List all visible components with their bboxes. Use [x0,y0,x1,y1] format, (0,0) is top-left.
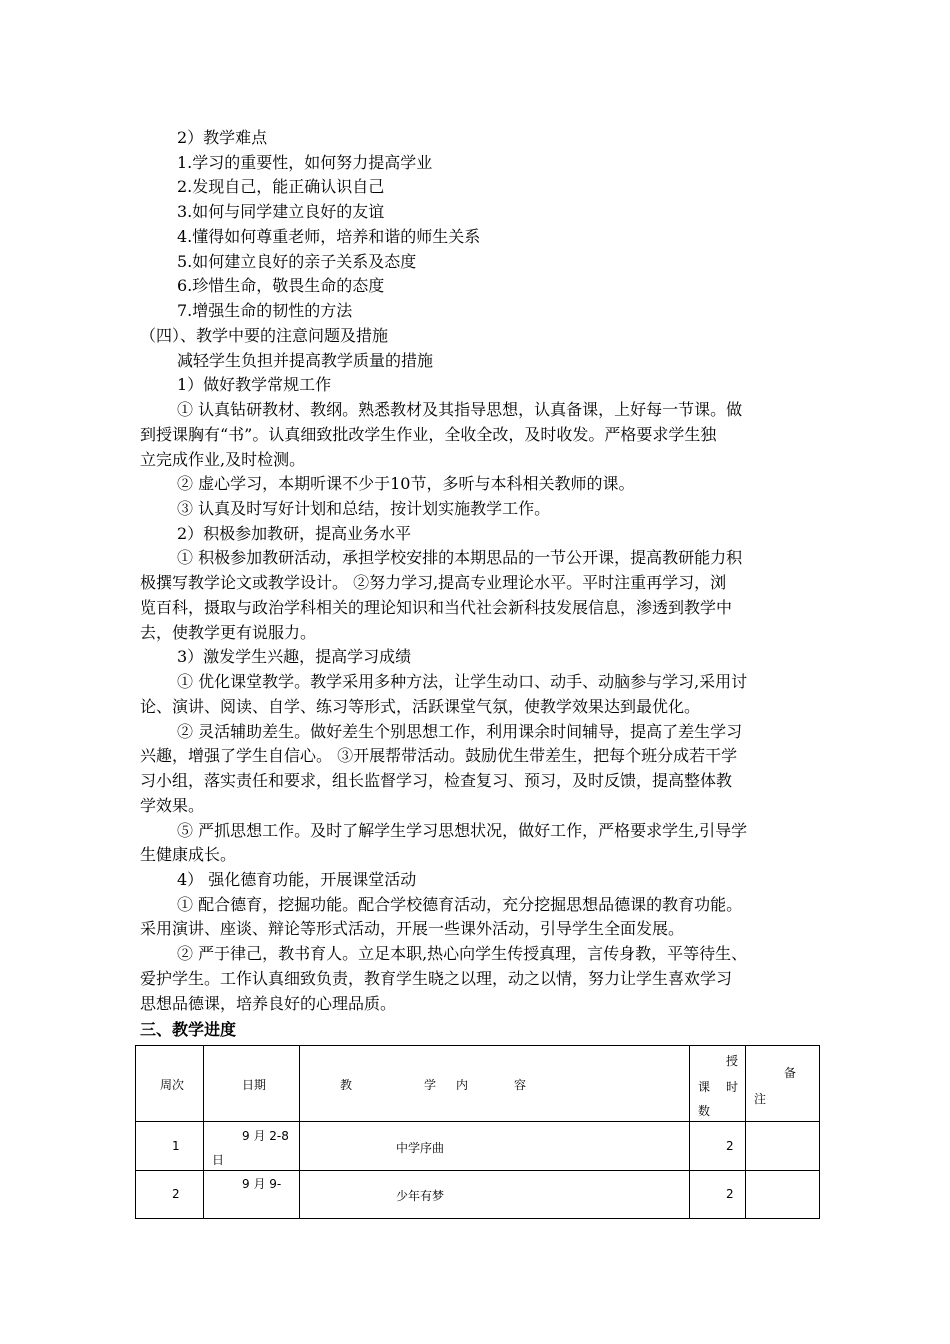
schedule-table [135,1045,820,1219]
cell-note [746,1122,820,1171]
difficulty-item-2: 2.发现自己，能正确认识自己 [177,177,385,196]
difficulty-item-6: 6.珍惜生命，敬畏生命的态度 [177,276,385,295]
difficulty-item-3: 3.如何与同学建立良好的友谊 [177,202,385,221]
header-week: 周次 [136,1046,204,1122]
paragraph-line: 览百科，摄取与政治学科相关的理论知识和当代社会新科技发展信息，渗透到教学中 [140,598,733,617]
measure-heading-4: 4） 强化德育功能，开展课堂活动 [177,870,417,889]
measures-intro: 减轻学生负担并提高教学质量的措施 [177,351,434,370]
cell-date: 9 月 2-8 日 [204,1122,300,1171]
cell-week: 1 [136,1122,204,1171]
header-hours: 授 课 时 数 [690,1046,746,1122]
measure-heading-2: 2）积极参加教研，提高业务水平 [177,524,412,543]
paragraph-line: 论、演讲、阅读、自学、练习等形式，活跃课堂气氛，使教学效果达到最优化。 [140,697,701,716]
cell-hours: 2 [690,1122,746,1171]
paragraph-line: 思想品德课，培养良好的心理品质。 [140,994,397,1013]
difficulty-item-4: 4.懂得如何尊重老师，培养和谐的师生关系 [177,227,481,246]
table-header-row [136,1046,820,1122]
difficulty-item-7: 7.增强生命的韧性的方法 [177,301,353,320]
paragraph-line: ② 灵活辅助差生。做好差生个别思想工作，利用课余时间辅导，提高了差生学习 [177,722,743,741]
header-date: 日期 [204,1046,300,1122]
cell-content: 少年有梦 [300,1171,690,1219]
paragraph-line: 立完成作业,及时检测。 [140,450,306,469]
paragraph-line: 到授课胸有“书”。认真细致批改学生作业，全收全改，及时收发。严格要求学生独 [140,425,717,444]
paragraph-line: 爱护学生。工作认真细致负责，教育学生晓之以理，动之以情，努力让学生喜欢学习 [140,969,733,988]
paragraph-line: 极撰写教学论文或教学设计。 ②努力学习,提高专业理论水平。平时注重再学习，浏 [140,573,727,592]
paragraph-line: 习小组，落实责任和要求，组长监督学习，检查复习、预习，及时反馈，提高整体教 [140,771,733,790]
paragraph-line: 兴趣，增强了学生自信心。 ③开展帮带活动。鼓励优生带差生，把每个班分成若干学 [140,746,738,765]
header-content: 教 学 内 容 [300,1046,690,1122]
measure-heading-3: 3）激发学生兴趣，提高学习成绩 [177,647,412,666]
paragraph-line: 采用演讲、座谈、辩论等形式活动，开展一些课外活动，引导学生全面发展。 [140,919,685,938]
paragraph-line: ① 配合德育，挖掘功能。配合学校德育活动，充分挖掘思想品德课的教育功能。 [177,895,743,914]
paragraph-line: ① 认真钻研教材、教纲。熟悉教材及其指导思想，认真备课，上好每一节课。做 [177,400,743,419]
section-three-title: 三、教学进度 [140,1020,237,1039]
paragraph-line: ⑤ 严抓思想工作。及时了解学生学习思想状况，做好工作，严格要求学生,引导学 [177,821,748,840]
measure-heading-1: 1）做好教学常规工作 [177,375,332,394]
table-row [136,1171,820,1219]
paragraph-line: ② 严于律己，教书育人。立足本职,热心向学生传授真理，言传身教，平等待生、 [177,944,748,963]
cell-content: 中学序曲 [300,1122,690,1171]
section-four-heading: （四）、教学中要的注意问题及措施 [140,326,389,345]
paragraph-line: 去，使教学更有说服力。 [140,623,317,642]
cell-note [746,1171,820,1219]
table-row [136,1122,820,1171]
paragraph-line: ① 优化课堂教学。教学采用多种方法，让学生动口、动手、动脑参与学习,采用讨 [177,672,748,691]
paragraph-line: ① 积极参加教研活动，承担学校安排的本期思品的一节公开课，提高教研能力积 [177,548,743,567]
cell-week: 2 [136,1171,204,1219]
cell-date: 9 月 9- [204,1171,300,1219]
paragraph-line: 生健康成长。 [140,845,237,864]
difficulty-item-1: 1.学习的重要性，如何努力提高学业 [177,153,433,172]
header-note: 备 注 [746,1046,820,1122]
cell-hours: 2 [690,1171,746,1219]
paragraph-line: ③ 认真及时写好计划和总结，按计划实施教学工作。 [177,499,551,518]
difficulty-item-5: 5.如何建立良好的亲子关系及态度 [177,252,417,271]
subheading-teaching-difficulties: 2）教学难点 [177,128,268,147]
paragraph-line: 学效果。 [140,796,205,815]
paragraph-line: ② 虚心学习，本期听课不少于10节，多听与本科相关教师的课。 [177,474,635,493]
